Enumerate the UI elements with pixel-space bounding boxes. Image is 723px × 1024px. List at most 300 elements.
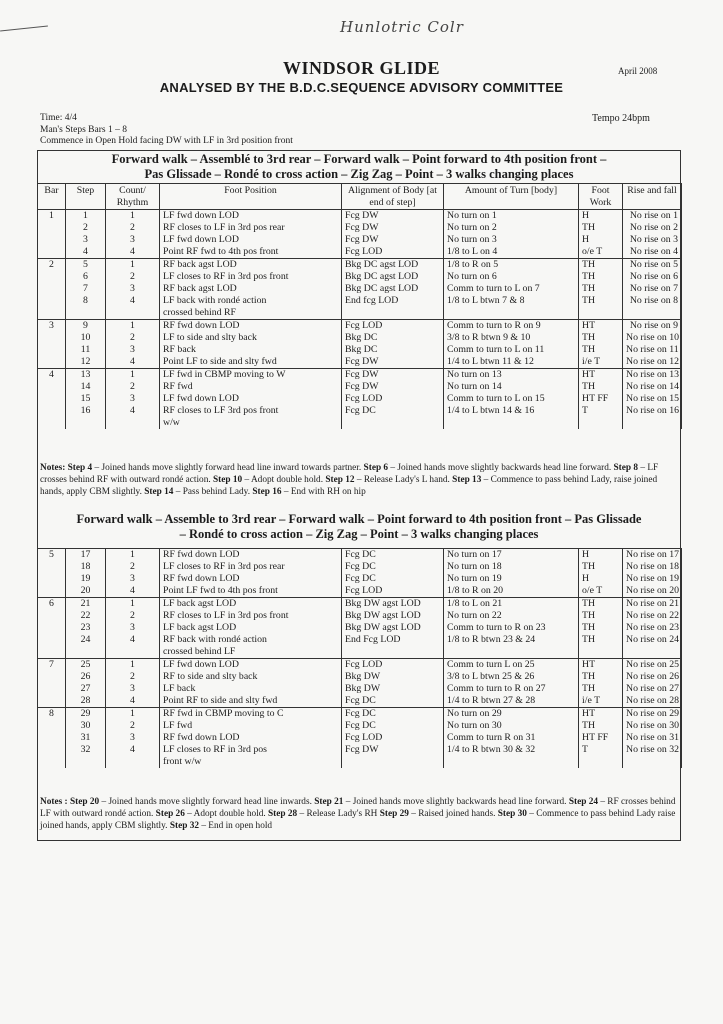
foot-position-cell: crossed behind RF bbox=[160, 307, 342, 320]
count-cell: 3 bbox=[106, 234, 160, 246]
rise-fall-cell: No rise on 17 bbox=[623, 549, 682, 562]
step-cell: 30 bbox=[66, 720, 106, 732]
turn-cell: No turn on 22 bbox=[444, 610, 579, 622]
table-row bbox=[38, 307, 682, 320]
turn-cell: 1/4 to R btwn 30 & 32 bbox=[444, 744, 579, 756]
rise-fall-cell bbox=[623, 417, 682, 429]
step-cell: 7 bbox=[66, 283, 106, 295]
footwork-cell: TH bbox=[579, 295, 623, 307]
section2-heading-line2: – Rondé to cross action – Zig Zag – Point – 3 walks changing places bbox=[179, 527, 539, 541]
table-row bbox=[38, 405, 682, 417]
alignment-cell: Fcg DW bbox=[342, 210, 444, 223]
turn-cell: Comm to turn to R on 27 bbox=[444, 683, 579, 695]
step-cell: 11 bbox=[66, 344, 106, 356]
bar-cell bbox=[38, 585, 66, 598]
count-cell: 2 bbox=[106, 222, 160, 234]
count-cell: 2 bbox=[106, 610, 160, 622]
step-cell: 12 bbox=[66, 356, 106, 369]
alignment-cell: Fcg DW bbox=[342, 744, 444, 756]
turn-cell: No turn on 14 bbox=[444, 381, 579, 393]
table-row bbox=[38, 708, 682, 721]
count-cell: 1 bbox=[106, 659, 160, 672]
footwork-cell: TH bbox=[579, 344, 623, 356]
table-row bbox=[38, 210, 682, 223]
bar-cell bbox=[38, 695, 66, 708]
footwork-cell: TH bbox=[579, 598, 623, 611]
alignment-cell: End Fcg LOD bbox=[342, 634, 444, 646]
step-cell: 17 bbox=[66, 549, 106, 562]
count-cell: 1 bbox=[106, 210, 160, 223]
rise-fall-cell: No rise on 26 bbox=[623, 671, 682, 683]
foot-position-cell: RF closes to LF in 3rd pos front bbox=[160, 610, 342, 622]
bar-cell bbox=[38, 246, 66, 259]
step-cell: 18 bbox=[66, 561, 106, 573]
notes-bars-1-4: Notes: Step 4 – Joined hands move slightly forward head line inward towards partner. Step 6 – Joined hands move slightly backwards head line forward. Step 8 – LF crosses behind RF with outward rondé action. Step 10 – Adopt double hold. Step 12 – Release Lady's L hand. Step 13 – Commence to pass behind Lady, raise joined hands, apply CBM slightly. Step 14 – Pass behind Lady. Step 16 – End with RH on hip bbox=[40, 463, 659, 497]
rise-fall-cell: No rise on 29 bbox=[623, 708, 682, 721]
alignment-cell: Fcg DC bbox=[342, 549, 444, 562]
bar-cell: 3 bbox=[38, 320, 66, 333]
step-cell: 26 bbox=[66, 671, 106, 683]
count-cell: 1 bbox=[106, 598, 160, 611]
bar-cell bbox=[38, 307, 66, 320]
foot-position-cell: Point RF to side and slty fwd bbox=[160, 695, 342, 708]
alignment-cell: Fcg DC bbox=[342, 573, 444, 585]
bar-cell: 2 bbox=[38, 259, 66, 272]
foot-position-cell: RF closes to LF 3rd pos front bbox=[160, 405, 342, 417]
step-cell: 31 bbox=[66, 732, 106, 744]
bar-cell: 7 bbox=[38, 659, 66, 672]
step-cell: 13 bbox=[66, 369, 106, 382]
footwork-cell: o/e T bbox=[579, 585, 623, 598]
step-cell bbox=[66, 417, 106, 429]
footwork-cell bbox=[579, 756, 623, 768]
step-cell: 9 bbox=[66, 320, 106, 333]
table-row bbox=[38, 417, 682, 429]
alignment-cell bbox=[342, 417, 444, 429]
step-cell: 4 bbox=[66, 246, 106, 259]
footwork-cell: TH bbox=[579, 671, 623, 683]
bar-cell bbox=[38, 295, 66, 307]
bar-cell bbox=[38, 720, 66, 732]
time-signature: Time: 4/4 bbox=[40, 113, 77, 123]
footwork-cell: TH bbox=[579, 271, 623, 283]
rise-fall-cell: No rise on 23 bbox=[623, 622, 682, 634]
foot-position-cell: RF back agst LOD bbox=[160, 283, 342, 295]
count-cell bbox=[106, 417, 160, 429]
table-row bbox=[38, 332, 682, 344]
foot-position-cell: LF fwd bbox=[160, 720, 342, 732]
table-row bbox=[38, 320, 682, 333]
rise-fall-cell: No rise on 24 bbox=[623, 634, 682, 646]
count-cell: 4 bbox=[106, 744, 160, 756]
footwork-cell: TH bbox=[579, 259, 623, 272]
bar-cell: 1 bbox=[38, 210, 66, 223]
bar-cell bbox=[38, 393, 66, 405]
step-cell: 14 bbox=[66, 381, 106, 393]
alignment-cell: Fcg DC bbox=[342, 695, 444, 708]
rise-fall-cell: No rise on 25 bbox=[623, 659, 682, 672]
alignment-cell: Fcg DW bbox=[342, 356, 444, 369]
foot-position-cell: RF fwd down LOD bbox=[160, 573, 342, 585]
col-foot-position-header: Foot Position bbox=[160, 184, 342, 210]
count-cell bbox=[106, 307, 160, 320]
step-cell: 5 bbox=[66, 259, 106, 272]
bar-cell bbox=[38, 222, 66, 234]
turn-cell: 1/4 to R btwn 27 & 28 bbox=[444, 695, 579, 708]
col-turn-header: Amount of Turn [body] bbox=[444, 184, 579, 210]
bar-cell bbox=[38, 332, 66, 344]
col-bar-header: Bar bbox=[38, 184, 66, 210]
foot-position-cell: Point LF to side and slty fwd bbox=[160, 356, 342, 369]
foot-position-cell: crossed behind LF bbox=[160, 646, 342, 659]
count-cell: 4 bbox=[106, 405, 160, 417]
rise-fall-cell: No rise on 2 bbox=[623, 222, 682, 234]
step-cell: 32 bbox=[66, 744, 106, 756]
foot-position-cell: LF closes to RF in 3rd pos bbox=[160, 744, 342, 756]
table-row bbox=[38, 381, 682, 393]
rise-fall-cell bbox=[623, 646, 682, 659]
foot-position-cell: w/w bbox=[160, 417, 342, 429]
turn-cell: Comm to turn to L on 15 bbox=[444, 393, 579, 405]
col-step-header: Step bbox=[66, 184, 106, 210]
alignment-cell: End fcg LOD bbox=[342, 295, 444, 307]
alignment-cell: Bkg DC agst LOD bbox=[342, 271, 444, 283]
turn-cell: 3/8 to R btwn 9 & 10 bbox=[444, 332, 579, 344]
turn-cell bbox=[444, 756, 579, 768]
turn-cell: 1/8 to R on 20 bbox=[444, 585, 579, 598]
step-cell: 21 bbox=[66, 598, 106, 611]
footwork-cell bbox=[579, 646, 623, 659]
count-cell: 4 bbox=[106, 295, 160, 307]
alignment-cell: Fcg LOD bbox=[342, 246, 444, 259]
rise-fall-cell: No rise on 18 bbox=[623, 561, 682, 573]
turn-cell: 1/8 to L on 4 bbox=[444, 246, 579, 259]
alignment-cell: Bkg DW agst LOD bbox=[342, 598, 444, 611]
rise-fall-cell: No rise on 27 bbox=[623, 683, 682, 695]
rise-fall-cell: No rise on 4 bbox=[623, 246, 682, 259]
footwork-cell: TH bbox=[579, 622, 623, 634]
bar-cell: 8 bbox=[38, 708, 66, 721]
table-row bbox=[38, 393, 682, 405]
count-cell: 3 bbox=[106, 622, 160, 634]
turn-cell: 1/8 to L btwn 7 & 8 bbox=[444, 295, 579, 307]
footwork-cell: HT FF bbox=[579, 732, 623, 744]
alignment-cell: Fcg DW bbox=[342, 222, 444, 234]
bar-cell bbox=[38, 283, 66, 295]
rise-fall-cell: No rise on 1 bbox=[623, 210, 682, 223]
foot-position-cell: LF back bbox=[160, 683, 342, 695]
turn-cell: No turn on 13 bbox=[444, 369, 579, 382]
section2-heading bbox=[38, 512, 680, 542]
turn-cell bbox=[444, 417, 579, 429]
bar-cell bbox=[38, 405, 66, 417]
alignment-cell: Fcg DC bbox=[342, 720, 444, 732]
footwork-cell: TH bbox=[579, 332, 623, 344]
table-row bbox=[38, 634, 682, 646]
count-cell: 1 bbox=[106, 708, 160, 721]
foot-position-cell: LF fwd down LOD bbox=[160, 234, 342, 246]
footwork-cell: TH bbox=[579, 283, 623, 295]
count-cell: 3 bbox=[106, 732, 160, 744]
mans-steps-label: Man's Steps Bars 1 – 8 bbox=[40, 124, 127, 135]
count-cell: 4 bbox=[106, 585, 160, 598]
turn-cell: No turn on 6 bbox=[444, 271, 579, 283]
step-cell: 8 bbox=[66, 295, 106, 307]
footwork-cell: H bbox=[579, 234, 623, 246]
alignment-cell: Fcg DC bbox=[342, 561, 444, 573]
table-row bbox=[38, 283, 682, 295]
bar-cell bbox=[38, 671, 66, 683]
table-row bbox=[38, 622, 682, 634]
count-cell: 1 bbox=[106, 549, 160, 562]
commence-position: Commence in Open Hold facing DW with LF in 3rd position front bbox=[40, 136, 293, 146]
count-cell: 4 bbox=[106, 695, 160, 708]
turn-cell: No turn on 1 bbox=[444, 210, 579, 223]
alignment-cell: Fcg DC bbox=[342, 708, 444, 721]
section1-heading-line1: Forward walk – Assemblé to 3rd rear – Forward walk – Point forward to 4th position front – bbox=[111, 152, 607, 166]
footwork-cell: HT bbox=[579, 708, 623, 721]
foot-position-cell: Point RF fwd to 4th pos front bbox=[160, 246, 342, 259]
rise-fall-cell: No rise on 11 bbox=[623, 344, 682, 356]
table-row bbox=[38, 671, 682, 683]
step-cell: 6 bbox=[66, 271, 106, 283]
pen-mark bbox=[0, 25, 48, 31]
foot-position-cell: LF closes to RF in 3rd pos rear bbox=[160, 561, 342, 573]
bar-cell: 4 bbox=[38, 369, 66, 382]
rise-fall-cell bbox=[623, 307, 682, 320]
section1-heading-line2: Pas Glissade – Rondé to cross action – Zig Zag – Point – 3 walks changing places bbox=[144, 167, 574, 181]
alignment-cell: Fcg LOD bbox=[342, 732, 444, 744]
footwork-cell: T bbox=[579, 405, 623, 417]
alignment-cell: Fcg LOD bbox=[342, 320, 444, 333]
turn-cell: Comm to turn L on 25 bbox=[444, 659, 579, 672]
count-cell: 3 bbox=[106, 283, 160, 295]
alignment-cell: Fcg DW bbox=[342, 234, 444, 246]
count-cell: 4 bbox=[106, 634, 160, 646]
rise-fall-cell: No rise on 3 bbox=[623, 234, 682, 246]
bar-cell bbox=[38, 234, 66, 246]
section2-heading-line1: Forward walk – Assemble to 3rd rear – Forward walk – Point forward to 4th position front – Pas Glissade bbox=[76, 512, 642, 526]
alignment-cell: Bkg DW agst LOD bbox=[342, 622, 444, 634]
footwork-cell: T bbox=[579, 744, 623, 756]
step-cell: 10 bbox=[66, 332, 106, 344]
tempo: Tempo 24bpm bbox=[592, 113, 650, 124]
rise-fall-cell: No rise on 9 bbox=[623, 320, 682, 333]
turn-cell: No turn on 18 bbox=[444, 561, 579, 573]
bar-cell bbox=[38, 683, 66, 695]
foot-position-cell: LF to side and slty back bbox=[160, 332, 342, 344]
rise-fall-cell: No rise on 20 bbox=[623, 585, 682, 598]
rise-fall-cell: No rise on 5 bbox=[623, 259, 682, 272]
table-row bbox=[38, 369, 682, 382]
rise-fall-cell: No rise on 10 bbox=[623, 332, 682, 344]
step-cell: 28 bbox=[66, 695, 106, 708]
step-cell: 19 bbox=[66, 573, 106, 585]
footwork-cell: TH bbox=[579, 222, 623, 234]
count-cell: 2 bbox=[106, 381, 160, 393]
steps-table-bars-1-4 bbox=[37, 183, 682, 429]
foot-position-cell: LF fwd down LOD bbox=[160, 210, 342, 223]
foot-position-cell: LF back agst LOD bbox=[160, 598, 342, 611]
count-cell: 1 bbox=[106, 259, 160, 272]
turn-cell: 3/8 to L btwn 25 & 26 bbox=[444, 671, 579, 683]
rise-fall-cell: No rise on 21 bbox=[623, 598, 682, 611]
count-cell: 3 bbox=[106, 344, 160, 356]
alignment-cell: Fcg LOD bbox=[342, 585, 444, 598]
table-header-row bbox=[38, 184, 682, 210]
foot-position-cell: LF fwd down LOD bbox=[160, 659, 342, 672]
footwork-cell: HT FF bbox=[579, 393, 623, 405]
alignment-cell: Bkg DC bbox=[342, 344, 444, 356]
bar-cell bbox=[38, 646, 66, 659]
table-row bbox=[38, 234, 682, 246]
footwork-cell: HT bbox=[579, 320, 623, 333]
table-row bbox=[38, 610, 682, 622]
alignment-cell bbox=[342, 307, 444, 320]
footwork-cell: TH bbox=[579, 381, 623, 393]
foot-position-cell: front w/w bbox=[160, 756, 342, 768]
foot-position-cell: Point LF fwd to 4th pos front bbox=[160, 585, 342, 598]
bar-cell bbox=[38, 744, 66, 756]
count-cell: 2 bbox=[106, 332, 160, 344]
bar-cell bbox=[38, 573, 66, 585]
foot-position-cell: LF fwd in CBMP moving to W bbox=[160, 369, 342, 382]
footwork-cell: o/e T bbox=[579, 246, 623, 259]
foot-position-cell: LF fwd down LOD bbox=[160, 393, 342, 405]
handwritten-note: Hunlotric Colr bbox=[340, 18, 464, 36]
table-row bbox=[38, 356, 682, 369]
rise-fall-cell: No rise on 30 bbox=[623, 720, 682, 732]
count-cell: 2 bbox=[106, 720, 160, 732]
bar-cell bbox=[38, 344, 66, 356]
table-row bbox=[38, 695, 682, 708]
foot-position-cell: RF closes to LF in 3rd pos rear bbox=[160, 222, 342, 234]
turn-cell: 1/4 to L btwn 11 & 12 bbox=[444, 356, 579, 369]
alignment-cell: Fcg LOD bbox=[342, 659, 444, 672]
bar-cell bbox=[38, 561, 66, 573]
turn-cell bbox=[444, 307, 579, 320]
footwork-cell bbox=[579, 417, 623, 429]
table-row bbox=[38, 573, 682, 585]
turn-cell: Comm to turn to L on 7 bbox=[444, 283, 579, 295]
footwork-cell: H bbox=[579, 573, 623, 585]
foot-position-cell: RF back agst LOD bbox=[160, 259, 342, 272]
count-cell bbox=[106, 646, 160, 659]
bar-cell bbox=[38, 622, 66, 634]
rise-fall-cell: No rise on 31 bbox=[623, 732, 682, 744]
alignment-cell: Bkg DW bbox=[342, 683, 444, 695]
alignment-cell: Fcg DC bbox=[342, 405, 444, 417]
rise-fall-cell: No rise on 6 bbox=[623, 271, 682, 283]
footwork-cell: H bbox=[579, 210, 623, 223]
foot-position-cell: RF fwd down LOD bbox=[160, 320, 342, 333]
step-cell: 15 bbox=[66, 393, 106, 405]
document-date: April 2008 bbox=[618, 66, 658, 76]
rise-fall-cell: No rise on 14 bbox=[623, 381, 682, 393]
table-row bbox=[38, 246, 682, 259]
footwork-cell: HT bbox=[579, 369, 623, 382]
notes-bars-5-8: Notes : Step 20 – Joined hands move slightly forward head line inwards. Step 21 – Joined hands move slightly backwards head line forward. Step 24 – RF crosses behind LF with outward rondé action. Step 26 – Adopt double hold. Step 28 – Release Lady's RH Step 29 – Raised joined hands. Step 30 – Commence to pass behind Lady raise joined hands, apply CBM slightly. Step 32 – End in open hold bbox=[40, 797, 676, 831]
table-row bbox=[38, 259, 682, 272]
foot-position-cell: RF to side and slty back bbox=[160, 671, 342, 683]
step-cell: 20 bbox=[66, 585, 106, 598]
step-cell: 23 bbox=[66, 622, 106, 634]
footwork-cell: TH bbox=[579, 683, 623, 695]
count-cell: 3 bbox=[106, 393, 160, 405]
foot-position-cell: LF back with rondé action bbox=[160, 295, 342, 307]
table-row bbox=[38, 659, 682, 672]
alignment-cell bbox=[342, 756, 444, 768]
turn-cell: 1/8 to L on 21 bbox=[444, 598, 579, 611]
footwork-cell: TH bbox=[579, 634, 623, 646]
rise-fall-cell: No rise on 7 bbox=[623, 283, 682, 295]
alignment-cell: Bkg DC agst LOD bbox=[342, 283, 444, 295]
table-row bbox=[38, 561, 682, 573]
footwork-cell: TH bbox=[579, 561, 623, 573]
rise-fall-cell: No rise on 15 bbox=[623, 393, 682, 405]
table-row bbox=[38, 646, 682, 659]
foot-position-cell: RF fwd in CBMP moving to C bbox=[160, 708, 342, 721]
rise-fall-cell: No rise on 32 bbox=[623, 744, 682, 756]
rise-fall-cell: No rise on 13 bbox=[623, 369, 682, 382]
rise-fall-cell: No rise on 22 bbox=[623, 610, 682, 622]
foot-position-cell: RF fwd down LOD bbox=[160, 732, 342, 744]
turn-cell: No turn on 29 bbox=[444, 708, 579, 721]
footwork-cell: TH bbox=[579, 610, 623, 622]
bar-cell bbox=[38, 417, 66, 429]
alignment-cell bbox=[342, 646, 444, 659]
alignment-cell: Fcg LOD bbox=[342, 393, 444, 405]
table-row bbox=[38, 295, 682, 307]
foot-position-cell: RF fwd down LOD bbox=[160, 549, 342, 562]
alignment-cell: Bkg DW agst LOD bbox=[342, 610, 444, 622]
step-cell: 29 bbox=[66, 708, 106, 721]
bar-cell: 5 bbox=[38, 549, 66, 562]
count-cell: 3 bbox=[106, 573, 160, 585]
step-cell: 3 bbox=[66, 234, 106, 246]
turn-cell: 1/4 to L btwn 14 & 16 bbox=[444, 405, 579, 417]
turn-cell: Comm to turn to L on 11 bbox=[444, 344, 579, 356]
foot-position-cell: RF fwd bbox=[160, 381, 342, 393]
alignment-cell: Fcg DW bbox=[342, 369, 444, 382]
rise-fall-cell bbox=[623, 756, 682, 768]
foot-position-cell: RF back bbox=[160, 344, 342, 356]
bar-cell: 6 bbox=[38, 598, 66, 611]
foot-position-cell: LF back agst LOD bbox=[160, 622, 342, 634]
bar-cell bbox=[38, 271, 66, 283]
bar-cell bbox=[38, 381, 66, 393]
count-cell: 2 bbox=[106, 671, 160, 683]
footwork-cell: HT bbox=[579, 659, 623, 672]
col-rise-fall-header: Rise and fall bbox=[623, 184, 682, 210]
rise-fall-cell: No rise on 16 bbox=[623, 405, 682, 417]
turn-cell: No turn on 2 bbox=[444, 222, 579, 234]
section1-heading bbox=[38, 152, 680, 182]
count-cell: 3 bbox=[106, 683, 160, 695]
bar-cell bbox=[38, 756, 66, 768]
step-cell bbox=[66, 646, 106, 659]
step-cell: 22 bbox=[66, 610, 106, 622]
footwork-cell: TH bbox=[579, 720, 623, 732]
footwork-cell: H bbox=[579, 549, 623, 562]
steps-table-bars-5-8 bbox=[37, 548, 682, 768]
turn-cell: 1/8 to R btwn 23 & 24 bbox=[444, 634, 579, 646]
count-cell: 2 bbox=[106, 271, 160, 283]
document-subtitle: ANALYSED BY THE B.D.C.SEQUENCE ADVISORY COMMITTEE bbox=[159, 80, 564, 95]
bar-cell bbox=[38, 356, 66, 369]
turn-cell: Comm to turn to R on 9 bbox=[444, 320, 579, 333]
footwork-cell: i/e T bbox=[579, 695, 623, 708]
